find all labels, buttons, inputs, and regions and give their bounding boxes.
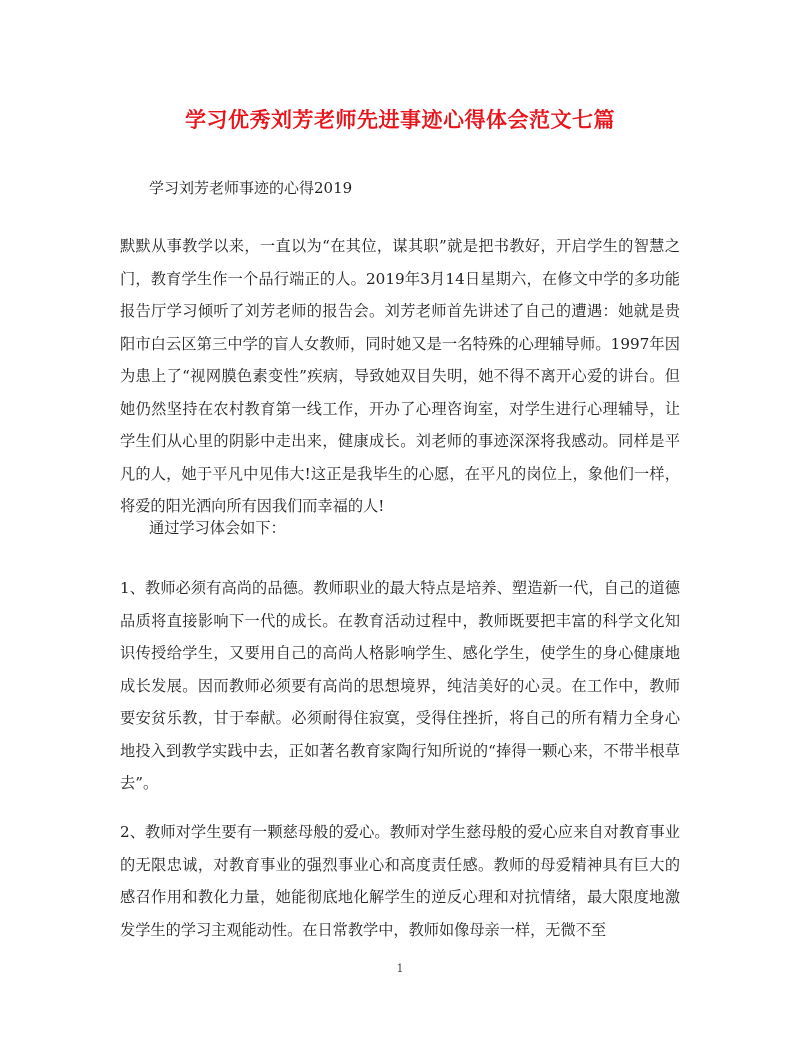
paragraph-summary-lead: 通过学习体会如下： bbox=[149, 519, 286, 537]
document-title: 学习优秀刘芳老师先进事迹心得体会范文七篇 bbox=[185, 107, 615, 132]
paragraph-point-1: 1、教师必须有高尚的品德。教师职业的最大特点是培养、塑造新一代，自己的道德品质将直接影响下一代的成长。在教育活动过程中，教师既要把丰富的科学文化知识传授给学生，又要用自己的高尚人格影响学生、感化学生，使学生的身心健康地成长发展。因而教师必须要有高尚的思想境界，纯洁美好的心灵。在工作中，教师要安贫乐教，甘于奉献。必须耐得住寂寞，受得住挫折，将自己的所有精力全身心地投入到教学实践中去，正如著名教育家陶行知所说的“捧得一颗心来，不带半根草去”。 bbox=[120, 579, 680, 792]
page-number: 1 bbox=[396, 962, 404, 975]
document-subtitle: 学习刘芳老师事迹的心得2019 bbox=[149, 179, 353, 197]
paragraph-point-2: 2、教师对学生要有一颗慈母般的爱心。教师对学生慈母般的爱心应来自对教育事业的无限忠诚，对教育事业的强烈事业心和高度责任感。教师的母爱精神具有巨大的感召作用和教化力量，她能彻底地化解学生的逆反心理和对抗情绪，最大限度地激发学生的学习主观能动性。在日常教学中，教师如像母亲一样，无微不至 bbox=[120, 823, 680, 939]
paragraph-intro: 默默从事教学以来，一直以为“在其位，谋其职”就是把书教好，开启学生的智慧之门，教育学生作一个品行端正的人。2019年3月14日星期六，在修文中学的多功能报告厅学习倾听了刘芳老师的报告会。刘芳老师首先讲述了自己的遭遇：她就是贵阳市白云区第三中学的盲人女教师，同时她又是一名特殊的心理辅导师。1997年因为患上了“视网膜色素变性”疾病，导致她双目失明，她不得不离开心爱的讲台。但她仍然坚持在农村教育第一线工作，开办了心理咨询室，对学生进行心理辅导，让学生们从心里的阴影中走出来，健康成长。刘老师的事迹深深将我感动。同样是平凡的人，她于平凡中见伟大!这正是我毕生的心愿，在平凡的岗位上，象他们一样，将爱的阳光洒向所有因我们而幸福的人! bbox=[120, 237, 680, 515]
